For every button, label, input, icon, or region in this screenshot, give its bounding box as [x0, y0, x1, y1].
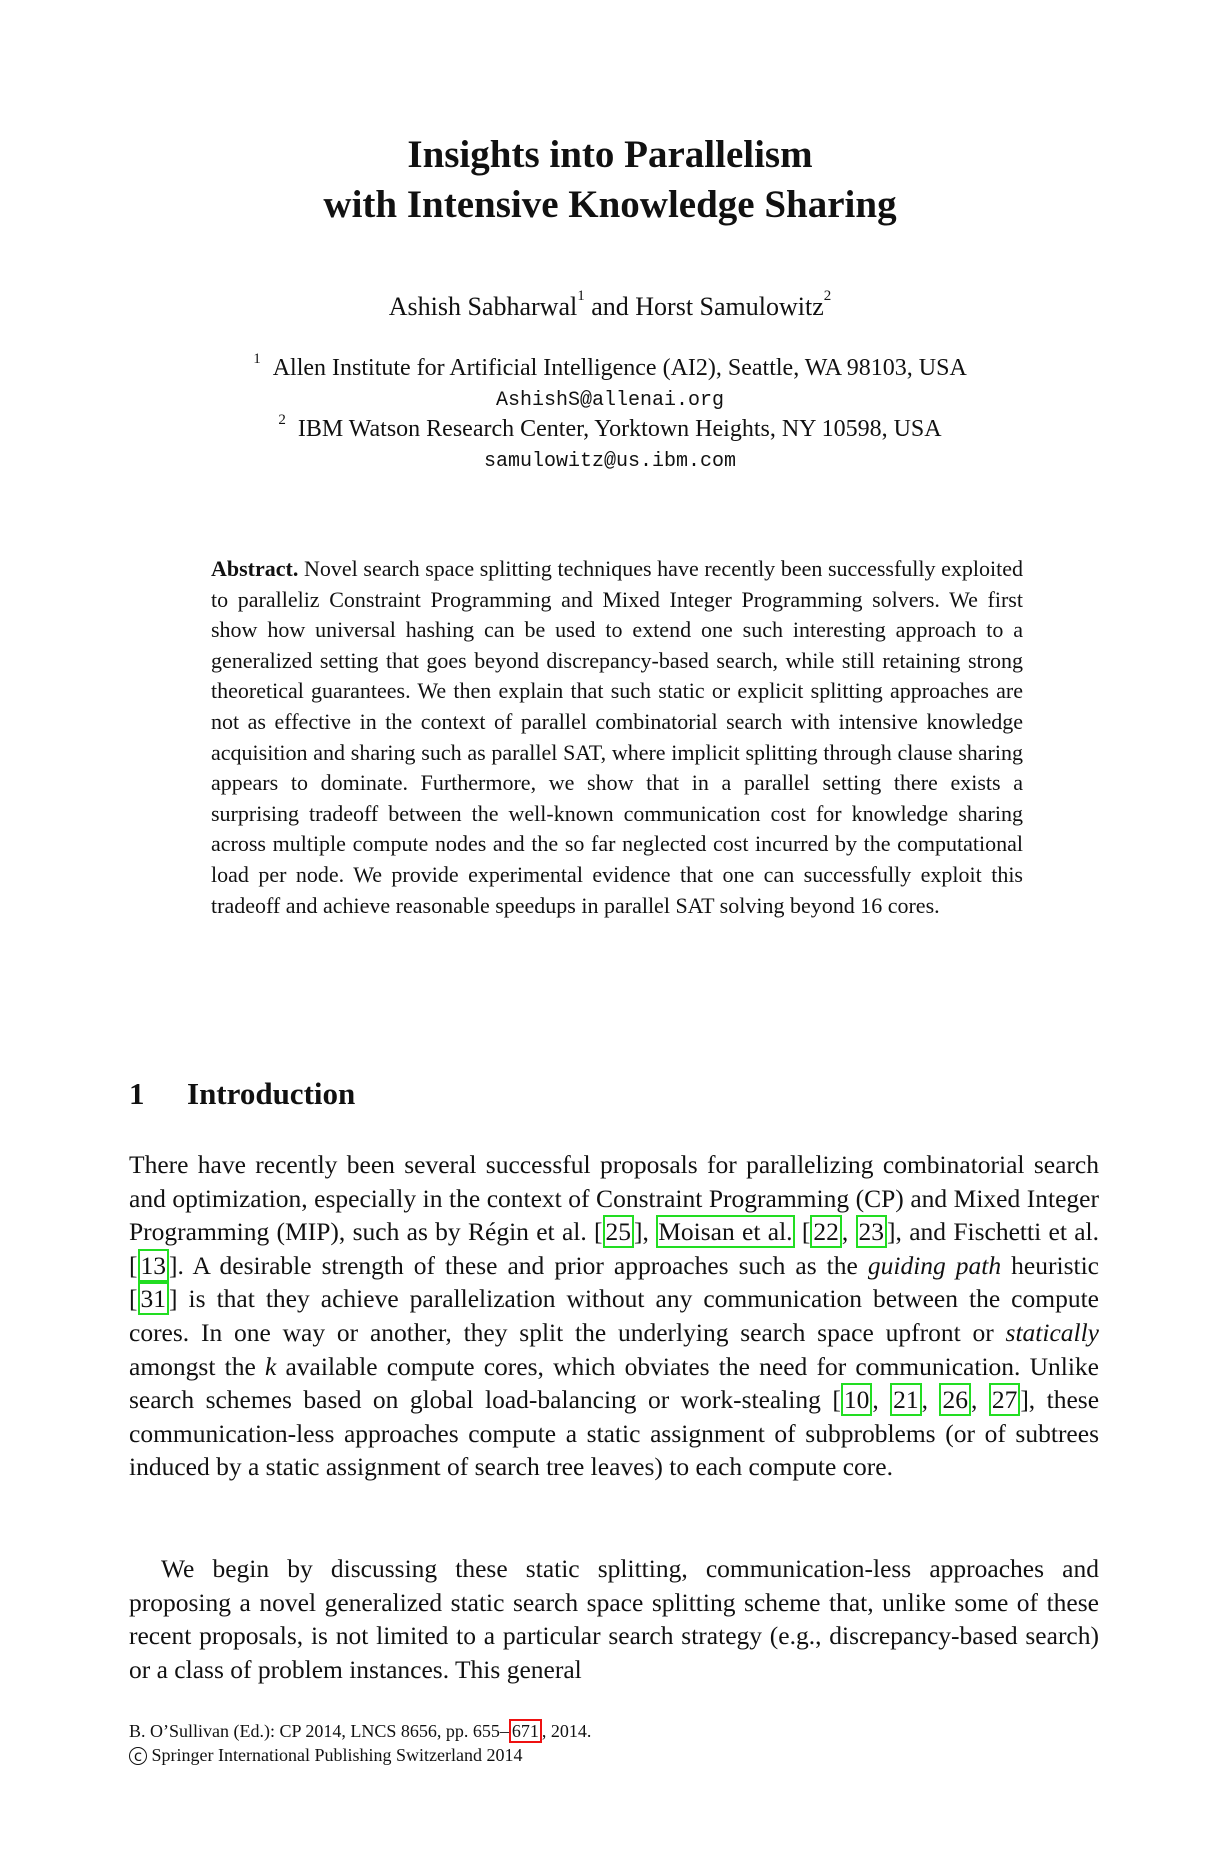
intro-paragraph-2: We begin by discussing these static splitting, communication-less approaches and proposing a novel generalized static search space splitting scheme that, unlike some of these recent proposals, is not limited to a particular search strategy (e.g., discrepancy-based search) or a class of problem instances. This general: [129, 1554, 1099, 1684]
p1-emphasis-statically: statically: [1005, 1317, 1099, 1347]
affiliation-2: [0, 412, 1220, 443]
citation-moisan[interactable]: Moisan et al.: [658, 1217, 793, 1247]
p1-sep-1: ,: [872, 1385, 891, 1415]
abstract: [211, 554, 1023, 921]
citation-26[interactable]: 26: [939, 1383, 971, 1416]
footer-citation-end: , 2014.: [541, 1721, 592, 1741]
citation-13[interactable]: 13: [138, 1249, 170, 1282]
affiliation-2-mark: 2: [278, 412, 286, 428]
p1-text-10: available compute cores, which obviates the need for communication. Unlike search schemes based on global load-balancing or work-stealing [: [129, 1351, 1099, 1415]
citation-23[interactable]: 23: [856, 1215, 888, 1248]
p1-text-3: [: [794, 1217, 811, 1247]
title-line-2: with Intensive Knowledge Sharing: [323, 183, 897, 226]
author-1: Ashish Sabharwal: [388, 292, 578, 321]
email-1[interactable]: AshishS@allenai.org: [495, 389, 725, 412]
affiliation-1: [0, 351, 1220, 382]
p1-text-5: ], and Fischetti et al. [: [129, 1217, 1100, 1280]
p1-text-4: ,: [841, 1217, 856, 1247]
email-2[interactable]: samulowitz@us.ibm.com: [483, 450, 737, 473]
abstract-label: Abstract.: [211, 556, 299, 581]
section-heading: [129, 1076, 355, 1112]
p1-sep-2: ,: [921, 1385, 940, 1415]
p1-text-7: heuristic [: [129, 1250, 1099, 1314]
author-2-affil-mark: 2: [823, 288, 832, 304]
citation-27[interactable]: 27: [989, 1383, 1021, 1416]
author-list: [0, 288, 1220, 322]
footer-copyright-text: Springer International Publishing Switzerland 2014: [151, 1745, 523, 1765]
intro-paragraph-1: [129, 1148, 1099, 1484]
p1-text-1: There have recently been several successful proposals for parallelizing combinatorial search and optimization, especially in the context of Constraint Programming (CP) and Mixed Integer Programming (MIP), such as by Régin et al. [: [129, 1150, 1099, 1247]
p1-text-8: ] is that they achieve parallelization without any communication between the compute cores. In one way or another, they split the underlying search space upfront or: [129, 1284, 1099, 1347]
author-conjunction: and: [591, 292, 629, 321]
copyright-icon: c: [129, 1747, 147, 1765]
p1-text-11: ], these communication-less approaches compute a static assignment of subproblems (or of subtrees induced by a static assignment of search tree leaves) to each compute core.: [129, 1385, 1100, 1482]
section-number: 1: [129, 1076, 145, 1111]
citation-25[interactable]: 25: [603, 1215, 635, 1248]
affiliation-2-text: IBM Watson Research Center, Yorktown Heights, NY 10598, USA: [297, 416, 942, 442]
title-line-1: Insights into Parallelism: [407, 133, 813, 176]
abstract-text: Novel search space splitting techniques have recently been successfully exploited to paralleliz Constraint Programming and Mixed Integer Programming solvers. We first show how universal hashing can be used to extend one such interesting approach to a generalized setting that goes beyond discrepancy-based search, while still retaining strong theoretical guarantees. We then explain that such static or explicit splitting approaches are not as effective in the context of parallel combinatorial search with intensive knowledge acquisition and sharing such as parallel SAT, where implicit splitting through clause sharing appears to dominate. Furthermore, we show that in a parallel setting there exists a surprising tradeoff between the well-known communication cost for knowledge sharing across multiple compute nodes and the so far neglected cost incurred by the computational load per node. We provide experimental evidence that one can successfully exploit this tradeoff and achieve reasonable speedups in parallel SAT solving beyond 16 cores.: [211, 556, 1024, 918]
p1-variable-k: k: [264, 1351, 277, 1381]
citation-10[interactable]: 10: [841, 1383, 873, 1416]
citation-31[interactable]: 31: [138, 1282, 170, 1315]
footer-page-link[interactable]: 671: [509, 1719, 542, 1743]
citation-22[interactable]: 22: [810, 1215, 842, 1248]
page-footer: [129, 1719, 591, 1767]
footer-citation-text: B. O’Sullivan (Ed.): CP 2014, LNCS 8656, pp. 655–: [129, 1721, 509, 1741]
footer-citation-line: [129, 1719, 591, 1743]
p1-text-6: ]. A desirable strength of these and prior approaches such as the: [169, 1250, 868, 1280]
paper-title: [0, 130, 1220, 230]
affiliation-1-mark: 1: [253, 351, 261, 367]
p1-text-9: amongst the: [129, 1351, 265, 1381]
author-1-affil-mark: 1: [577, 288, 585, 304]
p1-text-2: ],: [634, 1217, 657, 1247]
author-2: Horst Samulowitz: [635, 292, 824, 321]
section-title: Introduction: [187, 1076, 356, 1111]
footer-copyright-line: [129, 1743, 591, 1767]
p1-sep-3: ,: [970, 1385, 989, 1415]
citation-21[interactable]: 21: [890, 1383, 922, 1416]
affiliation-1-text: Allen Institute for Artificial Intelligence (AI2), Seattle, WA 98103, USA: [272, 355, 967, 381]
p1-emphasis-guiding-path: guiding path: [867, 1250, 1002, 1280]
